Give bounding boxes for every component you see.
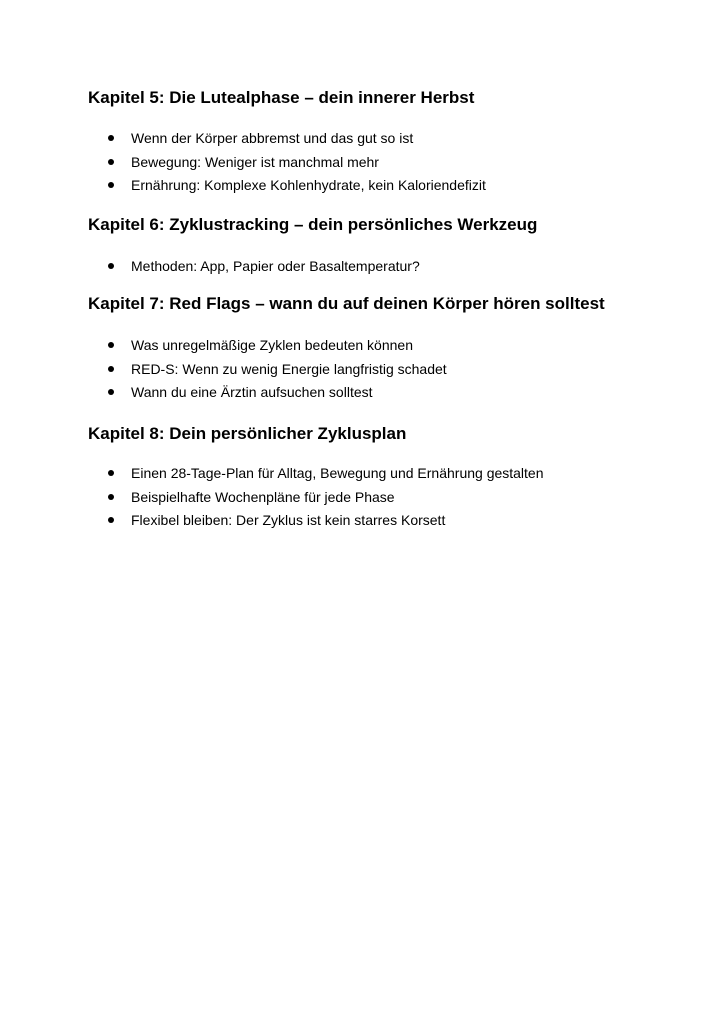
bullet-icon xyxy=(108,159,114,165)
bullet-icon xyxy=(108,470,114,476)
bullet-icon xyxy=(108,135,114,141)
document-page: Kapitel 5: Die Lutealphase – dein innerer Herbst Wenn der Körper abbremst und das gut so ist Bewegung: Weniger ist manchmal mehr Ernährung: Komplexe Kohlenhydrate, kein Kaloriendefizit Kapitel 6: Zyklustracking – dein persönliches Werkzeug Methoden: App, Papier oder Basaltemperatur? Kapitel 7: Red Flags – wann du auf deinen Körper hören solltest Was unregelmäßige Zyklen bedeuten können RED-S: Wenn zu wenig Energie langfristig schadet Wann du eine Ärztin aufsuchen solltest Kapitel 8: Dein persönlicher Zyklusplan Einen 28-Tage-Plan für Alltag, Bewegung und Ernährung gestalten Beispielhafte Wochenpläne für jede Phase Flexibel bleiben: Der Zyklus ist kein starres Korsett xyxy=(88,88,605,528)
chapter-6-heading: Kapitel 6: Zyklustracking – dein persönliches Werkzeug xyxy=(88,215,538,234)
chapter-8-heading: Kapitel 8: Dein persönlicher Zyklusplan xyxy=(88,424,407,443)
bullet-icon xyxy=(108,263,114,269)
chapter-5-heading: Kapitel 5: Die Lutealphase – dein innerer Herbst xyxy=(88,88,475,107)
bullet-icon xyxy=(108,517,114,523)
bullet-icon xyxy=(108,182,114,188)
bullet-icon xyxy=(108,494,114,500)
bullet-icon xyxy=(108,389,114,395)
chapter-7-heading: Kapitel 7: Red Flags – wann du auf deinen Körper hören solltest xyxy=(88,294,605,313)
bullet-icon xyxy=(108,342,114,348)
bullet-icon xyxy=(108,366,114,372)
